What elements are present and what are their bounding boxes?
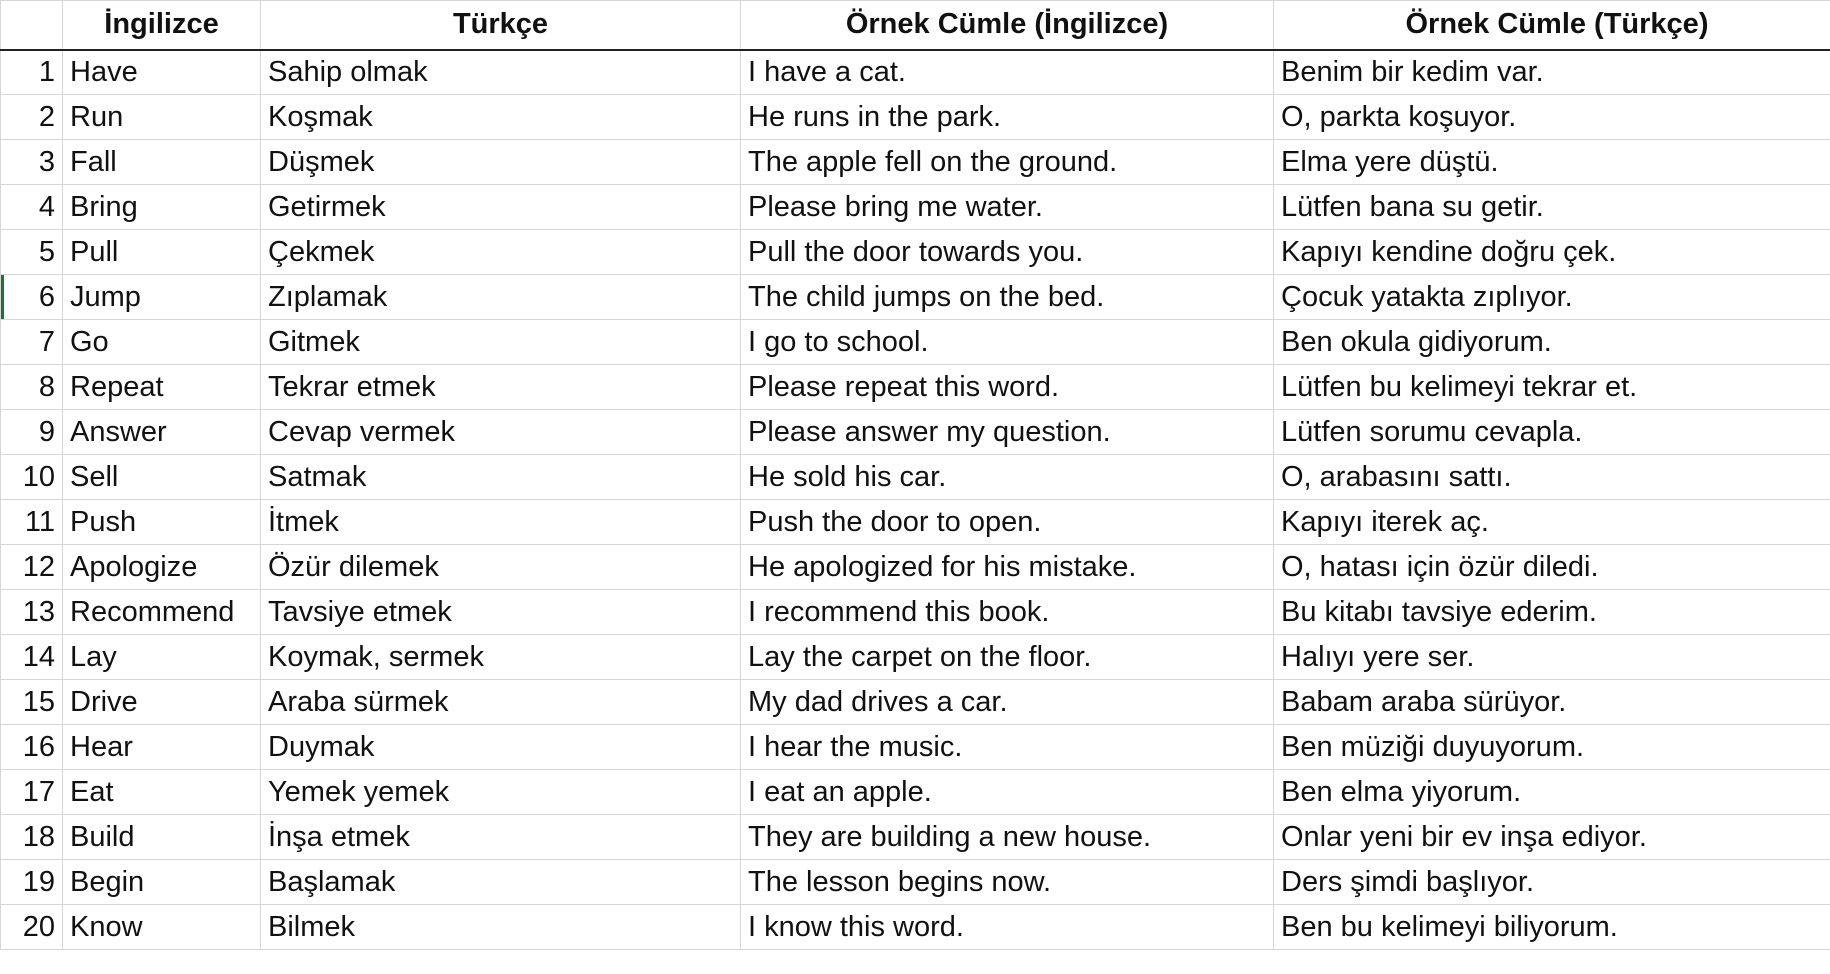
table-row bbox=[1, 590, 1830, 635]
table-body bbox=[1, 50, 1830, 950]
cell-english-word[interactable]: Have bbox=[63, 50, 261, 95]
table-row bbox=[1, 320, 1830, 365]
cell-english-word[interactable]: Jump bbox=[63, 275, 261, 320]
cell-example-english[interactable]: The child jumps on the bed. bbox=[741, 275, 1274, 320]
table-row bbox=[1, 770, 1830, 815]
cell-example-english[interactable]: The lesson begins now. bbox=[741, 860, 1274, 905]
cell-english-word[interactable]: Sell bbox=[63, 455, 261, 500]
cell-example-english[interactable]: He sold his car. bbox=[741, 455, 1274, 500]
cell-example-turkish[interactable]: O, parkta koşuyor. bbox=[1274, 95, 1830, 140]
cell-example-english[interactable]: I recommend this book. bbox=[741, 590, 1274, 635]
cell-english-word[interactable]: Bring bbox=[63, 185, 261, 230]
table-row bbox=[1, 410, 1830, 455]
cell-english-word[interactable]: Eat bbox=[63, 770, 261, 815]
table-row bbox=[1, 905, 1830, 950]
cell-example-turkish[interactable]: Ben bu kelimeyi biliyorum. bbox=[1274, 905, 1830, 950]
table-row bbox=[1, 455, 1830, 500]
cell-turkish-word[interactable]: Tekrar etmek bbox=[261, 365, 741, 410]
table-row bbox=[1, 365, 1830, 410]
cell-turkish-word[interactable]: Gitmek bbox=[261, 320, 741, 365]
cell-turkish-word[interactable]: Duymak bbox=[261, 725, 741, 770]
cell-english-word[interactable]: Push bbox=[63, 500, 261, 545]
header-cell-turkish[interactable]: Türkçe bbox=[261, 1, 741, 50]
cell-english-word[interactable]: Build bbox=[63, 815, 261, 860]
cell-example-turkish[interactable]: Ders şimdi başlıyor. bbox=[1274, 860, 1830, 905]
cell-example-turkish[interactable]: Ben müziği duyuyorum. bbox=[1274, 725, 1830, 770]
cell-turkish-word[interactable]: Zıplamak bbox=[261, 275, 741, 320]
table-row bbox=[1, 50, 1830, 95]
cell-example-turkish[interactable]: Kapıyı kendine doğru çek. bbox=[1274, 230, 1830, 275]
cell-english-word[interactable]: Go bbox=[63, 320, 261, 365]
row-number-cell[interactable]: 5 bbox=[1, 230, 63, 275]
row-number-cell[interactable]: 11 bbox=[1, 500, 63, 545]
corner-cell[interactable] bbox=[1, 1, 63, 50]
cell-example-english[interactable]: Pull the door towards you. bbox=[741, 230, 1274, 275]
cell-example-english[interactable]: Lay the carpet on the floor. bbox=[741, 635, 1274, 680]
row-number-cell[interactable]: 8 bbox=[1, 365, 63, 410]
table-row bbox=[1, 545, 1830, 590]
row-number-cell[interactable]: 10 bbox=[1, 455, 63, 500]
cell-example-english[interactable]: I hear the music. bbox=[741, 725, 1274, 770]
table-row bbox=[1, 275, 1830, 320]
cell-turkish-word[interactable]: Yemek yemek bbox=[261, 770, 741, 815]
table-row bbox=[1, 860, 1830, 905]
row-number-cell[interactable]: 13 bbox=[1, 590, 63, 635]
cell-turkish-word[interactable]: Tavsiye etmek bbox=[261, 590, 741, 635]
row-number-cell[interactable]: 4 bbox=[1, 185, 63, 230]
cell-english-word[interactable]: Recommend bbox=[63, 590, 261, 635]
row-number-cell[interactable]: 1 bbox=[1, 50, 63, 95]
cell-english-word[interactable]: Hear bbox=[63, 725, 261, 770]
row-number-cell[interactable]: 6 bbox=[1, 275, 63, 320]
cell-english-word[interactable]: Fall bbox=[63, 140, 261, 185]
cell-example-english[interactable]: My dad drives a car. bbox=[741, 680, 1274, 725]
cell-english-word[interactable]: Pull bbox=[63, 230, 261, 275]
cell-example-english[interactable]: He apologized for his mistake. bbox=[741, 545, 1274, 590]
header-cell-example-turkish[interactable]: Örnek Cümle (Türkçe) bbox=[1274, 1, 1830, 50]
row-number-cell[interactable]: 17 bbox=[1, 770, 63, 815]
cell-example-turkish[interactable]: Ben okula gidiyorum. bbox=[1274, 320, 1830, 365]
cell-english-word[interactable]: Repeat bbox=[63, 365, 261, 410]
cell-turkish-word[interactable]: Araba sürmek bbox=[261, 680, 741, 725]
row-number-cell[interactable]: 7 bbox=[1, 320, 63, 365]
cell-example-english[interactable]: I eat an apple. bbox=[741, 770, 1274, 815]
table-row bbox=[1, 185, 1830, 230]
header-cell-example-english[interactable]: Örnek Cümle (İngilizce) bbox=[741, 1, 1274, 50]
cell-english-word[interactable]: Answer bbox=[63, 410, 261, 455]
cell-example-turkish[interactable]: Elma yere düştü. bbox=[1274, 140, 1830, 185]
cell-example-turkish[interactable]: Lütfen sorumu cevapla. bbox=[1274, 410, 1830, 455]
cell-turkish-word[interactable]: Düşmek bbox=[261, 140, 741, 185]
cell-example-turkish[interactable]: Halıyı yere ser. bbox=[1274, 635, 1830, 680]
cell-turkish-word[interactable]: İtmek bbox=[261, 500, 741, 545]
cell-english-word[interactable]: Run bbox=[63, 95, 261, 140]
row-number-cell[interactable]: 20 bbox=[1, 905, 63, 950]
table-row bbox=[1, 95, 1830, 140]
header-row bbox=[1, 1, 1830, 50]
cell-example-turkish[interactable]: Çocuk yatakta zıplıyor. bbox=[1274, 275, 1830, 320]
table-row bbox=[1, 635, 1830, 680]
cell-example-english[interactable]: I have a cat. bbox=[741, 50, 1274, 95]
header-cell-english[interactable]: İngilizce bbox=[63, 1, 261, 50]
cell-english-word[interactable]: Know bbox=[63, 905, 261, 950]
cell-turkish-word[interactable]: Koşmak bbox=[261, 95, 741, 140]
table-row bbox=[1, 140, 1830, 185]
table-row bbox=[1, 680, 1830, 725]
row-number-cell[interactable]: 2 bbox=[1, 95, 63, 140]
cell-example-turkish[interactable]: Lütfen bu kelimeyi tekrar et. bbox=[1274, 365, 1830, 410]
cell-english-word[interactable]: Lay bbox=[63, 635, 261, 680]
cell-english-word[interactable]: Apologize bbox=[63, 545, 261, 590]
cell-example-turkish[interactable]: Ben elma yiyorum. bbox=[1274, 770, 1830, 815]
cell-english-word[interactable]: Drive bbox=[63, 680, 261, 725]
table-row bbox=[1, 230, 1830, 275]
cell-turkish-word[interactable]: Sahip olmak bbox=[261, 50, 741, 95]
cell-example-turkish[interactable]: Onlar yeni bir ev inşa ediyor. bbox=[1274, 815, 1830, 860]
row-number-cell[interactable]: 19 bbox=[1, 860, 63, 905]
cell-turkish-word[interactable]: Özür dilemek bbox=[261, 545, 741, 590]
cell-example-turkish[interactable]: Benim bir kedim var. bbox=[1274, 50, 1830, 95]
cell-example-english[interactable]: I know this word. bbox=[741, 905, 1274, 950]
cell-example-turkish[interactable]: Babam araba sürüyor. bbox=[1274, 680, 1830, 725]
row-number-cell[interactable]: 16 bbox=[1, 725, 63, 770]
row-number-cell[interactable]: 18 bbox=[1, 815, 63, 860]
cell-example-turkish[interactable]: O, arabasını sattı. bbox=[1274, 455, 1830, 500]
cell-turkish-word[interactable]: Başlamak bbox=[261, 860, 741, 905]
table-row bbox=[1, 725, 1830, 770]
cell-turkish-word[interactable]: Satmak bbox=[261, 455, 741, 500]
cell-example-turkish[interactable]: Lütfen bana su getir. bbox=[1274, 185, 1830, 230]
row-number-cell[interactable]: 14 bbox=[1, 635, 63, 680]
cell-example-turkish[interactable]: O, hatası için özür diledi. bbox=[1274, 545, 1830, 590]
cell-example-english[interactable]: They are building a new house. bbox=[741, 815, 1274, 860]
table-row bbox=[1, 815, 1830, 860]
cell-example-english[interactable]: He runs in the park. bbox=[741, 95, 1274, 140]
cell-example-turkish[interactable]: Bu kitabı tavsiye ederim. bbox=[1274, 590, 1830, 635]
cell-example-english[interactable]: Push the door to open. bbox=[741, 500, 1274, 545]
cell-example-english[interactable]: The apple fell on the ground. bbox=[741, 140, 1274, 185]
cell-example-english[interactable]: Please bring me water. bbox=[741, 185, 1274, 230]
row-number-cell[interactable]: 9 bbox=[1, 410, 63, 455]
cell-turkish-word[interactable]: Cevap vermek bbox=[261, 410, 741, 455]
cell-example-english[interactable]: Please repeat this word. bbox=[741, 365, 1274, 410]
cell-example-english[interactable]: I go to school. bbox=[741, 320, 1274, 365]
row-number-cell[interactable]: 12 bbox=[1, 545, 63, 590]
cell-turkish-word[interactable]: Bilmek bbox=[261, 905, 741, 950]
row-number-cell[interactable]: 15 bbox=[1, 680, 63, 725]
cell-turkish-word[interactable]: Çekmek bbox=[261, 230, 741, 275]
table-row bbox=[1, 500, 1830, 545]
cell-turkish-word[interactable]: İnşa etmek bbox=[261, 815, 741, 860]
cell-english-word[interactable]: Begin bbox=[63, 860, 261, 905]
cell-example-turkish[interactable]: Kapıyı iterek aç. bbox=[1274, 500, 1830, 545]
row-number-cell[interactable]: 3 bbox=[1, 140, 63, 185]
cell-turkish-word[interactable]: Koymak, sermek bbox=[261, 635, 741, 680]
cell-example-english[interactable]: Please answer my question. bbox=[741, 410, 1274, 455]
cell-turkish-word[interactable]: Getirmek bbox=[261, 185, 741, 230]
